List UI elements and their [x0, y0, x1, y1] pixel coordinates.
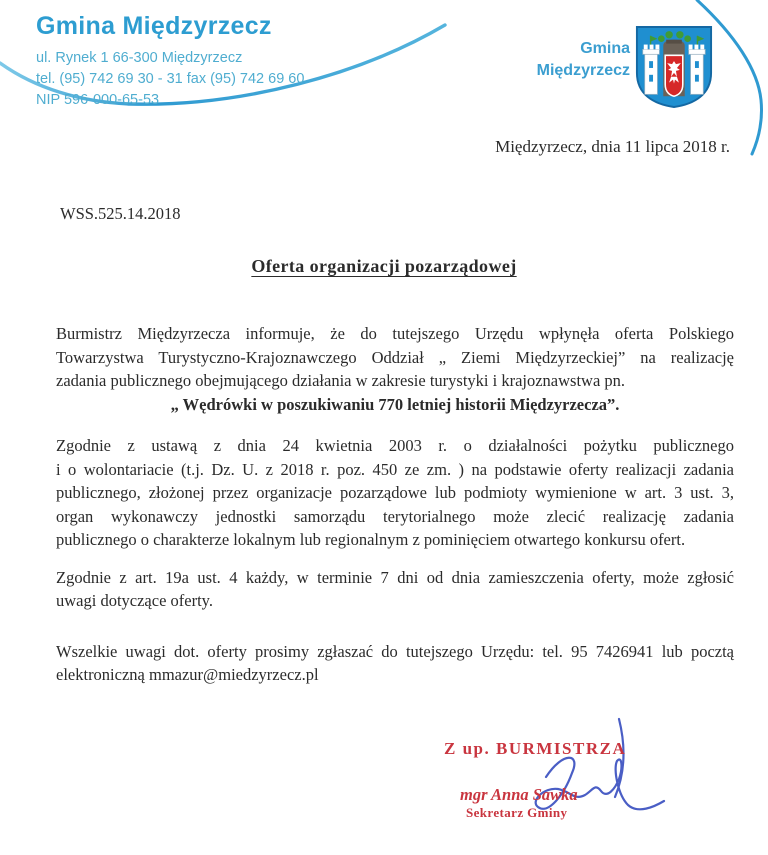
document-title: Oferta organizacji pozarządowej: [251, 256, 517, 276]
paragraph-remarks-deadline: [56, 566, 734, 613]
body-line: Towarzystwa Turystyczno-Krajoznawczego Oddział „ Ziemi Międzyrzeckiej” na realizację: [56, 347, 734, 367]
org-phone-fax: tel. (95) 742 69 30 - 31 fax (95) 742 69 60: [36, 71, 305, 88]
body-line: Burmistrz Międzyrzecza informuje, że do tutejszego Urzędu wpłynęła oferta Polskiego: [56, 324, 734, 343]
letterhead: [36, 12, 304, 111]
task-title-highlight: „ Wędrówki w poszukiwaniu 770 letniej historii Międzyrzecza”.: [170, 394, 620, 414]
body-line: uwagi dotyczące oferty.: [56, 591, 213, 610]
signature-block: [420, 735, 680, 850]
paragraph-contact: [56, 640, 734, 687]
body-line-with-email: elektroniczną mmazur@miedzyrzecz.pl: [56, 665, 319, 684]
letter-body: [56, 322, 734, 687]
org-nip: NIP 596-000-65-53: [36, 92, 160, 109]
coat-of-arms-icon: [634, 24, 714, 110]
body-line: Zgodnie z ustawą z dnia 24 kwietnia 2003 r. o działalności pożytku publicznego: [56, 436, 734, 455]
body-line: publicznego, złożonej przez organizacje pozarządowe lub podmioty wymienione w art. 3 ust. 3,: [56, 483, 734, 502]
signed-on-behalf-label: Z up. BURMISTRZA: [444, 739, 627, 758]
dateline: Międzyrzecz, dnia 11 lipca 2018 r.: [495, 137, 730, 156]
org-name: Gmina Międzyrzecz: [36, 12, 272, 40]
body-line: organ wykonawczy jednostki samorządu terytorialnego może zlecić realizację zadania: [56, 506, 734, 526]
reference-number: WSS.525.14.2018: [60, 204, 181, 223]
signatory-name: mgr Anna Sawka: [460, 785, 578, 804]
org-address: ul. Rynek 1 66-300 Międzyrzecz: [36, 50, 243, 66]
body-line: publicznego o charakterze lokalnym lub regionalnym z pominięciem otwartego konkursu ofert.: [56, 530, 686, 549]
body-line: zadania publicznego obejmującego działania w zakresie turystyki i krajoznawstwa pn.: [56, 371, 626, 390]
crest-label: Gmina Międzyrzecz: [536, 40, 630, 79]
body-line: i o wolontariacie (t.j. Dz. U. z 2018 r. poz. 450 ze zm. ) na podstawie oferty realizacji zadania: [56, 459, 734, 479]
body-line: Zgodnie z art. 19a ust. 4 każdy, w terminie 7 dni od dnia zamieszczenia oferty, może zgłosić: [56, 567, 734, 587]
body-line: Wszelkie uwagi dot. oferty prosimy zgłaszać do tutejszego Urzędu: tel. 95 7426941 lub pocztą: [56, 641, 734, 661]
paragraph-legal-basis: [56, 434, 734, 552]
signatory-role: Sekretarz Gminy: [466, 805, 568, 820]
paragraph-offer-info: [56, 322, 734, 416]
